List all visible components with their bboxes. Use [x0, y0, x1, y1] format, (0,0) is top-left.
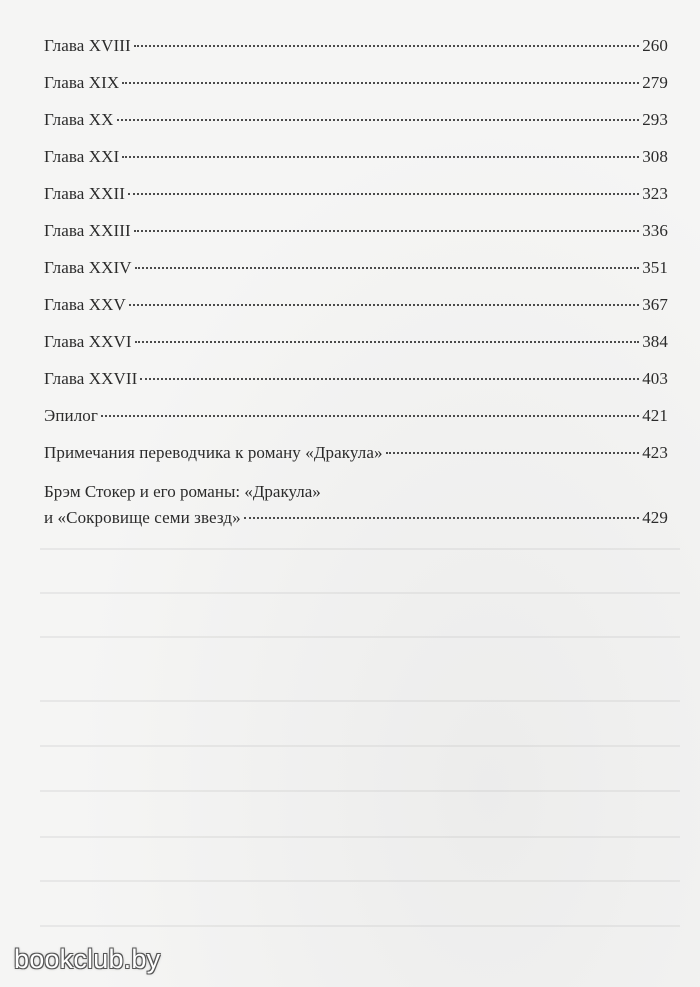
dot-leader: [101, 415, 639, 417]
dot-leader: [122, 82, 639, 84]
toc-entry: [44, 508, 668, 538]
toc-entry-label: Глава XXI: [44, 147, 120, 166]
toc-entry: [44, 184, 668, 221]
dot-leader: [129, 304, 639, 306]
toc-entry-label: Глава XXVII: [44, 369, 138, 388]
toc-entry-page: 403: [642, 369, 668, 388]
toc-entry-label: Глава XX: [44, 110, 114, 129]
toc-entry-multiline: [44, 482, 668, 538]
dot-leader: [122, 156, 639, 158]
dot-leader: [135, 341, 640, 343]
toc-entry: [44, 258, 668, 295]
toc-entry-page: 279: [642, 73, 668, 92]
dot-leader: [134, 230, 639, 232]
bleed-through-line: [40, 880, 680, 882]
toc-entry-label-line1: Брэм Стокер и его романы: «Дракула»: [44, 482, 321, 501]
bleed-through-line: [40, 836, 680, 838]
table-of-contents: [44, 36, 668, 538]
toc-entry-page: 423: [642, 443, 668, 462]
toc-entry: [44, 221, 668, 258]
toc-entry-label: Глава XIX: [44, 73, 120, 92]
toc-entry-label: Глава XXVI: [44, 332, 132, 351]
toc-entry: [44, 369, 668, 406]
toc-entry-label-line2: и «Сокровище семи звезд»: [44, 508, 241, 527]
toc-entry-label: Глава XXIV: [44, 258, 132, 277]
toc-entry: [44, 73, 668, 110]
toc-entry: [44, 36, 668, 73]
toc-entry: [44, 147, 668, 184]
dot-leader: [386, 452, 640, 454]
toc-entry: [44, 443, 668, 480]
toc-entry-label: Эпилог: [44, 406, 98, 425]
dot-leader: [135, 267, 640, 269]
dot-leader: [134, 45, 639, 47]
toc-entry-page: 367: [642, 295, 668, 314]
toc-entry-page: 336: [642, 221, 668, 240]
bleed-through-line: [40, 925, 680, 927]
toc-entry-label: Примечания переводчика к роману «Дракула»: [44, 443, 383, 462]
toc-entry-page: 260: [642, 36, 668, 55]
dot-leader: [244, 517, 639, 519]
toc-entry-page: 351: [642, 258, 668, 277]
dot-leader: [117, 119, 640, 121]
toc-entry-page: 421: [642, 406, 668, 425]
bleed-through-line: [40, 636, 680, 638]
watermark-logo: bookclub.by: [14, 944, 161, 974]
bleed-through-line: [40, 548, 680, 550]
bleed-through-line: [40, 745, 680, 747]
toc-entry-page: 384: [642, 332, 668, 351]
toc-entry-label: Глава XVIII: [44, 36, 131, 55]
toc-entry-label: Глава XXIII: [44, 221, 131, 240]
toc-entry: [44, 295, 668, 332]
toc-entry: [44, 406, 668, 443]
dot-leader: [140, 378, 639, 380]
toc-entry-page: 429: [642, 508, 668, 527]
bleed-through-line: [40, 790, 680, 792]
bleed-through-line: [40, 700, 680, 702]
toc-entry: [44, 110, 668, 147]
toc-entry-label: Глава XXV: [44, 295, 126, 314]
toc-entry-page: 323: [642, 184, 668, 203]
toc-entry: [44, 332, 668, 369]
dot-leader: [128, 193, 639, 195]
toc-entry-page: 293: [642, 110, 668, 129]
bleed-through-line: [40, 592, 680, 594]
toc-entry-page: 308: [642, 147, 668, 166]
toc-entry-label: Глава XXII: [44, 184, 126, 203]
